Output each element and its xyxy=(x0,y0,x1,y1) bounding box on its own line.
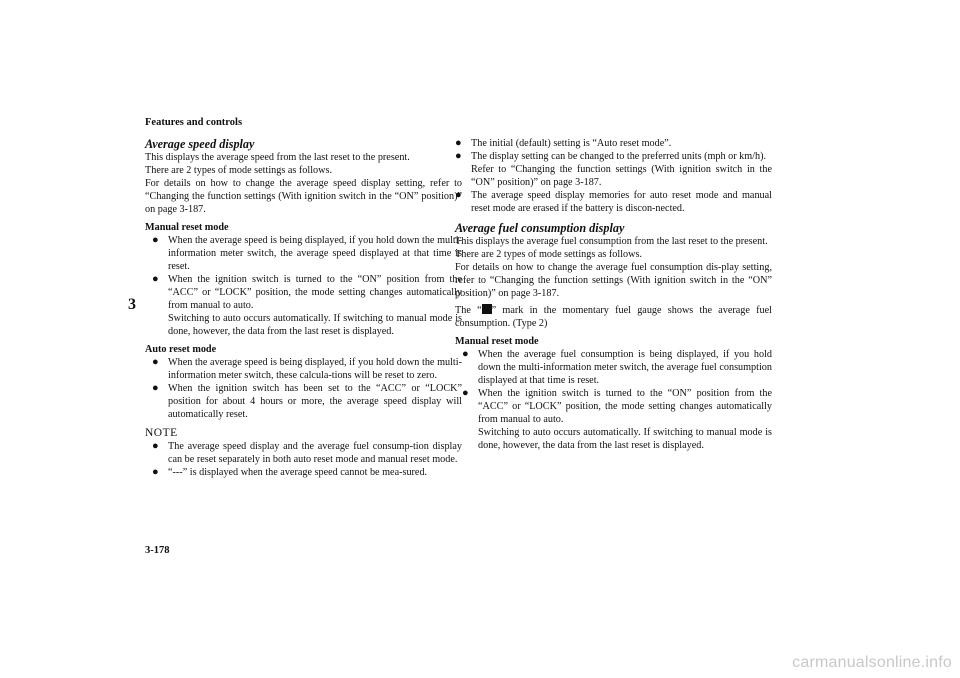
bullet-item: ● When the ignition switch is turned to the “ON” position from the “ACC” or “LOCK” position, the mode setting changes automatically from manual to auto. xyxy=(152,273,462,312)
mark-description xyxy=(455,304,772,330)
mark-text-before: The “ xyxy=(455,305,482,316)
section-header: Features and controls xyxy=(145,117,243,128)
intro-line: This displays the average fuel consumption from the last reset to the present. xyxy=(455,236,768,247)
note-label: NOTE xyxy=(145,427,178,439)
manual-reset-heading: Manual reset mode xyxy=(145,222,229,233)
left-column xyxy=(145,137,462,479)
intro-line: For details on how to change the average speed display setting, refer to “Changing the function settings (With ignition switch in the “ON” position)” on page 3-187. xyxy=(145,178,462,215)
fuel-gauge-mark-icon xyxy=(482,304,492,314)
avg-speed-title: Average speed display xyxy=(145,137,255,151)
bullet-item: ● When the ignition switch has been set to the “ACC” or “LOCK” position for about 4 hours or more, the average speed display will automatically reset. xyxy=(152,382,462,421)
intro-line: There are 2 types of mode settings as follows. xyxy=(455,249,643,260)
auto-reset-heading: Auto reset mode xyxy=(145,344,217,355)
bullet-continuation: Switching to auto occurs automatically. If switching to manual mode is done, however, the data from the last reset is displayed. xyxy=(478,427,772,451)
bullet-item: ● When the average speed is being displayed, if you hold down the multi-information meter switch, these calcula-tions will be reset to zero. xyxy=(152,356,462,382)
page-number: 3-178 xyxy=(145,545,170,556)
bullet-item: ● When the average speed is being displayed, if you hold down the multi-information meter switch, the average speed displayed at that time is reset. xyxy=(152,234,462,273)
intro-line: There are 2 types of mode settings as follows. xyxy=(145,165,333,176)
right-column xyxy=(455,137,772,452)
chapter-tab: 3 xyxy=(128,296,136,313)
bullet-continuation: Switching to auto occurs automatically. If switching to manual mode is done, however, the data from the last reset is displayed. xyxy=(168,313,462,337)
intro-line: This displays the average speed from the last reset to the present. xyxy=(145,152,410,163)
bullet-item: ● When the average fuel consumption is being displayed, if you hold down the multi-information meter switch, the average fuel consumption displayed at that time is reset. xyxy=(462,348,772,387)
bullet-continuation: Refer to “Changing the function settings (With ignition switch in the “ON” position)” on page 3-187. xyxy=(471,164,772,188)
watermark: carmanualsonline.info xyxy=(792,654,952,671)
note-bullet: ● “---” is displayed when the average speed cannot be mea-sured. xyxy=(152,466,462,479)
bullet-item: ● The average speed display memories for auto reset mode and manual reset mode are erased if the battery is discon-nected. xyxy=(455,189,772,215)
manual-reset-heading: Manual reset mode xyxy=(455,336,539,347)
intro-line: For details on how to change the average fuel consumption dis-play setting, refer to “Changing the function settings (With ignition switch in the “ON” position)” on page 3-187. xyxy=(455,262,772,299)
bullet-item: ● When the ignition switch is turned to the “ON” position from the “ACC” or “LOCK” position, the mode setting changes automatically from manual to auto. xyxy=(462,387,772,426)
bullet-item: ● The initial (default) setting is “Auto reset mode”. xyxy=(455,137,772,150)
avg-fuel-title: Average fuel consumption display xyxy=(455,221,625,235)
mark-text-after: ” mark in the momentary fuel gauge shows the average fuel consumption. (Type 2) xyxy=(455,305,772,329)
bullet-item: ● The display setting can be changed to the preferred units (mph or km/h). xyxy=(455,150,772,163)
note-bullet: ● The average speed display and the average fuel consump-tion display can be reset separately in both auto reset mode and manual reset mode. xyxy=(152,440,462,466)
